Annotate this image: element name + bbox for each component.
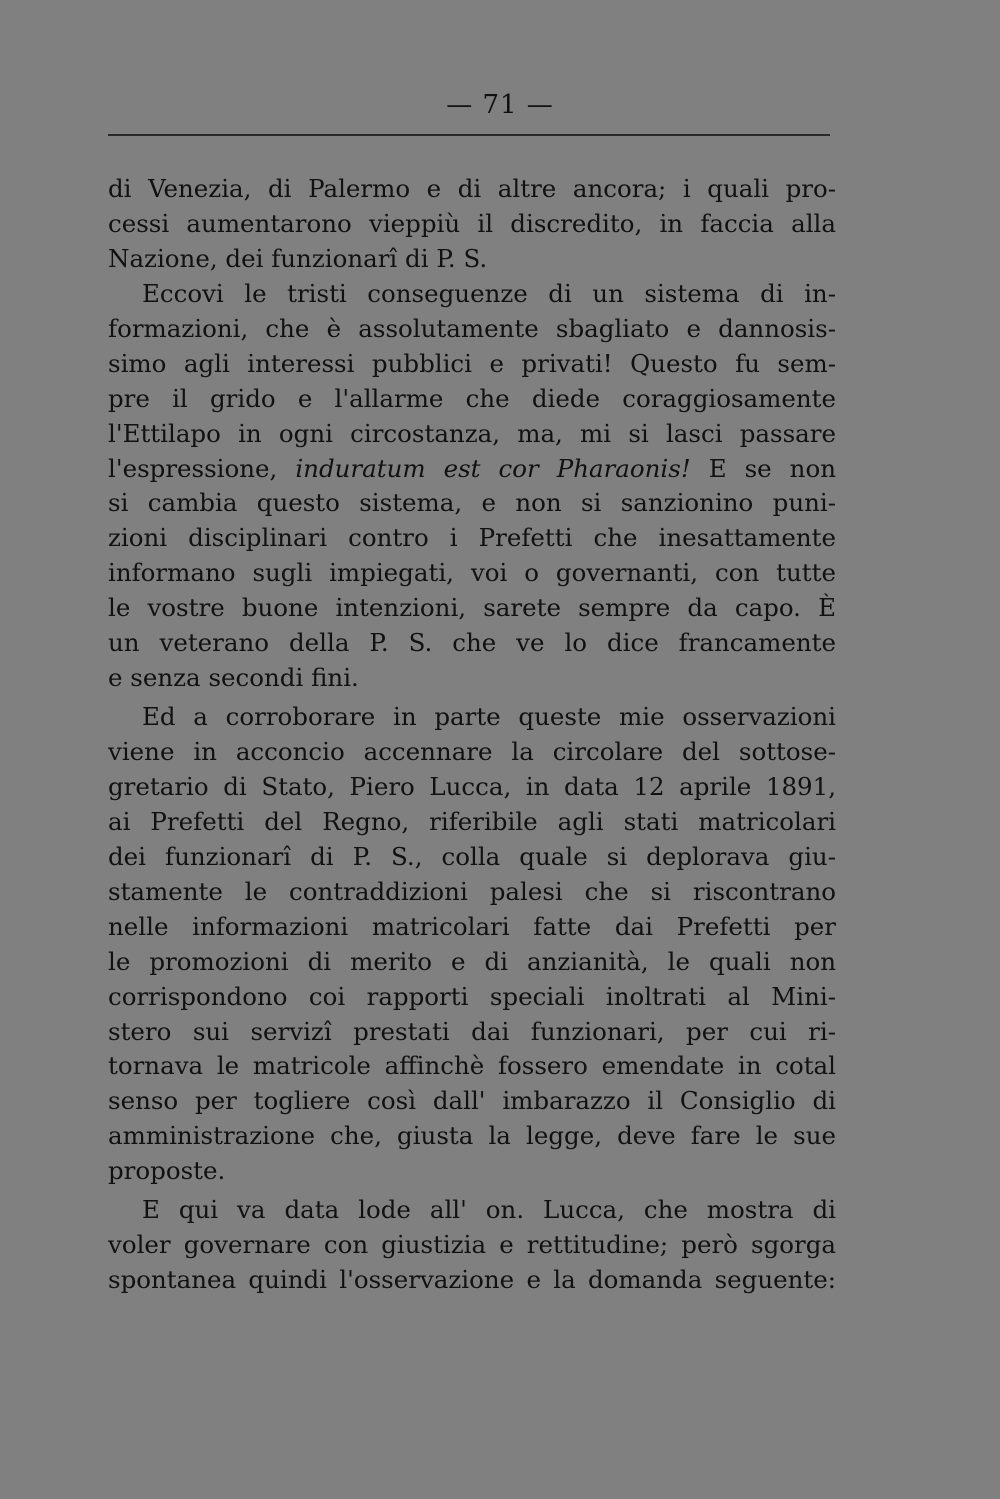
text-line: viene in acconcio accennare la circolare del sottose-: [108, 737, 836, 766]
text-line: pre il grido e l'allarme che diede coraggiosamente: [108, 383, 836, 413]
text-line: Ed a corroborare in parte queste mie osservazioni: [142, 702, 836, 732]
text-line: le vostre buone intenzioni, sarete sempre da capo. È: [108, 593, 836, 623]
text-line: voler governare con giustizia e rettitudine; però sgorga: [108, 1230, 836, 1260]
text-line: dei funzionarî di P. S., colla quale si deplorava giu-: [108, 841, 836, 871]
text-line: cessi aumentarono vieppiù il discredito, in faccia alla: [108, 208, 836, 238]
text-line: e senza secondi fini.: [108, 663, 359, 693]
header-rule: [108, 134, 830, 136]
latin-quote: induratum est cor Pharaonis!: [295, 453, 691, 483]
text-line: si cambia questo sistema, e non si sanzionino puni-: [108, 488, 836, 518]
text-line: corrispondono coi rapporti speciali inoltrati al Mini-: [108, 981, 836, 1011]
text-line: spontanea quindi l'osservazione e la domanda seguente:: [108, 1265, 836, 1295]
text-line: zioni disciplinari contro i Prefetti che inesattamente: [108, 523, 836, 553]
text-line: proposte.: [108, 1156, 226, 1186]
text-line: le promozioni di merito e di anzianità, le quali non: [108, 946, 836, 976]
text-line: stamente le contraddizioni palesi che si riscontrano: [108, 876, 836, 906]
text-line: nelle informazioni matricolari fatte dai Prefetti per: [108, 911, 836, 941]
page-number: — 71 —: [446, 90, 554, 120]
text-line: di Venezia, di Palermo e di altre ancora; i quali pro-: [108, 174, 836, 203]
quote-trail-text: E se non: [690, 453, 836, 483]
page-body: [108, 172, 836, 1298]
text-line: ai Prefetti del Regno, riferibile agli stati matricolari: [108, 806, 836, 836]
text-line: stero sui servizî prestati dai funzionari, per cui ri-: [108, 1016, 836, 1046]
text-line: senso per togliere così dall' imbarazzo il Consiglio di: [108, 1086, 836, 1116]
text-line: amministrazione che, giusta la legge, deve fare le sue: [108, 1121, 836, 1151]
text-line: E qui va data lode all' on. Lucca, che mostra di: [142, 1195, 836, 1225]
text-line: l'Ettilapo in ogni circostanza, ma, mi si lasci passare: [108, 418, 836, 448]
text-line: informano sugli impiegati, voi o governanti, con tutte: [108, 558, 836, 588]
text-line: un veterano della P. S. che ve lo dice francamente: [108, 628, 836, 658]
text-line: Eccovi le tristi conseguenze di un sistema di in-: [142, 278, 836, 308]
text-line-latin-quote: [108, 452, 836, 487]
text-line: gretario di Stato, Piero Lucca, in data 12 aprile 1891,: [108, 771, 836, 801]
text-line: Nazione, dei funzionarî di P. S.: [108, 243, 488, 273]
quote-lead-text: l'espressione,: [108, 453, 296, 483]
text-line: tornava le matricole affinchè fossero emendate in cotal: [108, 1051, 836, 1081]
text-line: formazioni, che è assolutamente sbagliato e dannosis-: [108, 313, 836, 343]
text-line: simo agli interessi pubblici e privati! Questo fu sem-: [108, 348, 836, 378]
